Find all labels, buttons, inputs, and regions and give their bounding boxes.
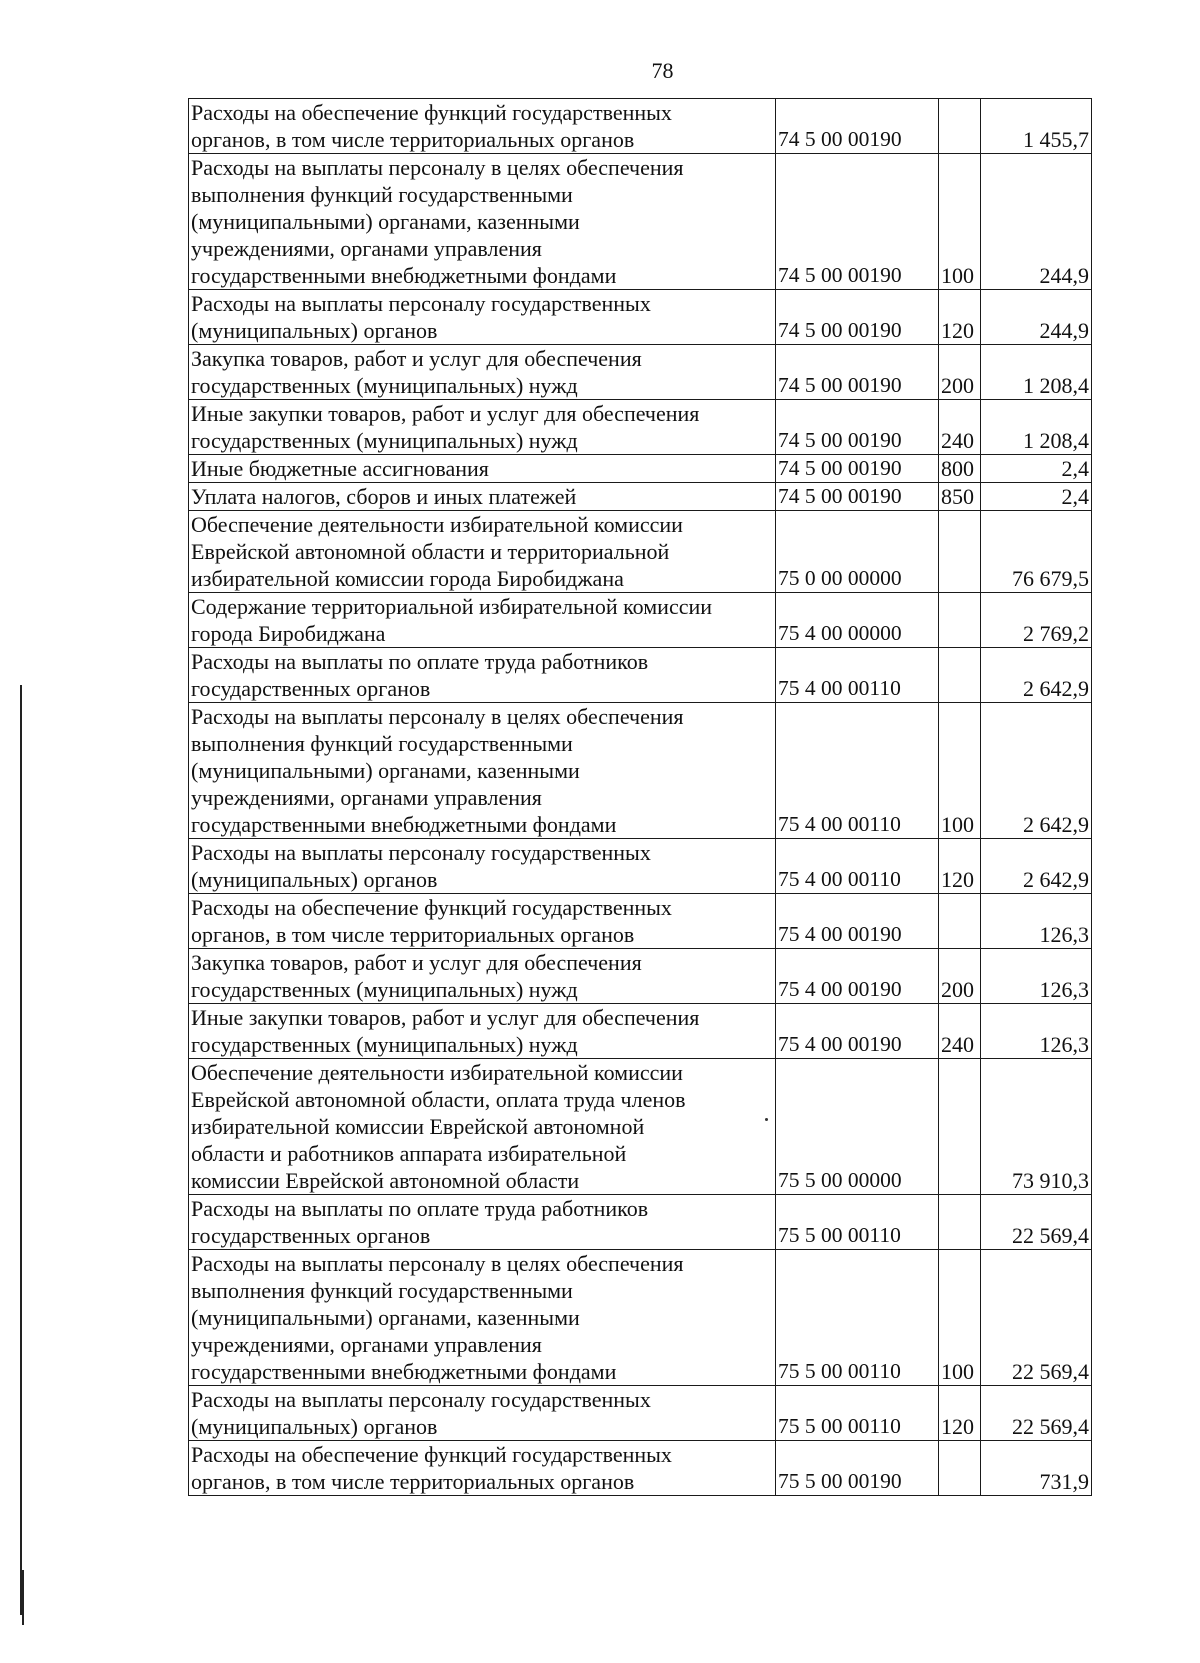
target-article-code-cell: 74 5 00 00190	[776, 290, 939, 345]
expense-type-code-cell	[939, 648, 981, 703]
table-row	[189, 154, 1092, 290]
amount-cell: 126,3	[981, 894, 1092, 949]
expense-name-cell: Иные бюджетные ассигнования	[189, 455, 776, 483]
amount-cell: 244,9	[981, 290, 1092, 345]
target-article-code-cell: 75 4 00 00110	[776, 839, 939, 894]
table-row	[189, 1059, 1092, 1195]
table-row	[189, 949, 1092, 1004]
target-article-code-cell: 75 4 00 00110	[776, 703, 939, 839]
expense-name-cell: Расходы на обеспечение функций государственных органов, в том числе территориальных органов	[189, 1441, 776, 1496]
amount-cell: 2 769,2	[981, 593, 1092, 648]
amount-cell: 1 208,4	[981, 345, 1092, 400]
amount-cell: 126,3	[981, 1004, 1092, 1059]
scan-edge-line	[22, 1570, 24, 1625]
amount-cell: 22 569,4	[981, 1195, 1092, 1250]
table-row	[189, 1195, 1092, 1250]
target-article-code-cell: 75 4 00 00110	[776, 648, 939, 703]
table-row	[189, 511, 1092, 593]
expense-type-code-cell: 100	[939, 1250, 981, 1386]
expense-name-cell: Расходы на выплаты по оплате труда работников государственных органов	[189, 1195, 776, 1250]
amount-cell: 731,9	[981, 1441, 1092, 1496]
table-row	[189, 839, 1092, 894]
budget-table-body	[189, 99, 1092, 1496]
expense-type-code-cell: 120	[939, 1386, 981, 1441]
expense-type-code-cell: 100	[939, 703, 981, 839]
page-number: 78	[651, 58, 674, 83]
target-article-code-cell: 75 5 00 00110	[776, 1195, 939, 1250]
target-article-code-cell: 74 5 00 00190	[776, 345, 939, 400]
expense-type-code-cell	[939, 894, 981, 949]
target-article-code-cell: 74 5 00 00190	[776, 154, 939, 290]
table-row	[189, 648, 1092, 703]
expense-type-code-cell	[939, 511, 981, 593]
expense-name-cell: Иные закупки товаров, работ и услуг для обеспечения государственных (муниципальных) нужд	[189, 1004, 776, 1059]
target-article-code-cell: 75 5 00 00190	[776, 1441, 939, 1496]
table-row	[189, 1386, 1092, 1441]
expense-name-cell: Обеспечение деятельности избирательной комиссии Еврейской автономной области, оплата труда членов избирательной комиссии Еврейской автономной области и работников аппарата избирательной комиссии Еврейской автономной области	[189, 1059, 776, 1195]
target-article-code-cell: 75 4 00 00000	[776, 593, 939, 648]
amount-cell: 1 455,7	[981, 99, 1092, 154]
amount-cell: 2 642,9	[981, 648, 1092, 703]
expense-type-code-cell	[939, 1195, 981, 1250]
target-article-code-cell: 75 4 00 00190	[776, 949, 939, 1004]
amount-cell: 22 569,4	[981, 1386, 1092, 1441]
expense-name-cell: Расходы на выплаты персоналу государственных (муниципальных) органов	[189, 290, 776, 345]
budget-table	[188, 98, 1092, 1496]
expense-type-code-cell: 240	[939, 1004, 981, 1059]
expense-name-cell: Обеспечение деятельности избирательной комиссии Еврейской автономной области и территориальной избирательной комиссии города Биробиджана	[189, 511, 776, 593]
table-row	[189, 1441, 1092, 1496]
amount-cell: 2,4	[981, 483, 1092, 511]
expense-type-code-cell	[939, 99, 981, 154]
target-article-code-cell: 75 5 00 00110	[776, 1386, 939, 1441]
expense-name-cell: Расходы на выплаты персоналу государственных (муниципальных) органов	[189, 839, 776, 894]
table-row	[189, 1004, 1092, 1059]
amount-cell: 73 910,3	[981, 1059, 1092, 1195]
table-row	[189, 455, 1092, 483]
table-row	[189, 345, 1092, 400]
target-article-code-cell: 75 4 00 00190	[776, 1004, 939, 1059]
expense-name-cell: Содержание территориальной избирательной комиссии города Биробиджана	[189, 593, 776, 648]
target-article-code-cell: 75 5 00 00110	[776, 1250, 939, 1386]
expense-name-cell: Расходы на выплаты персоналу в целях обеспечения выполнения функций государственными (муниципальными) органами, казенными учреждениями, органами управления государственными внебюджетными фондами	[189, 703, 776, 839]
expense-type-code-cell: 850	[939, 483, 981, 511]
target-article-code-cell: 75 0 00 00000	[776, 511, 939, 593]
target-article-code-cell: 74 5 00 00190	[776, 99, 939, 154]
amount-cell: 76 679,5	[981, 511, 1092, 593]
expense-type-code-cell: 100	[939, 154, 981, 290]
expense-type-code-cell: 120	[939, 839, 981, 894]
table-row	[189, 400, 1092, 455]
amount-cell: 2 642,9	[981, 703, 1092, 839]
expense-type-code-cell	[939, 1059, 981, 1195]
expense-name-cell: Расходы на выплаты персоналу государственных (муниципальных) органов	[189, 1386, 776, 1441]
expense-name-cell: Расходы на выплаты персоналу в целях обеспечения выполнения функций государственными (муниципальными) органами, казенными учреждениями, органами управления государственными внебюджетными фондами	[189, 154, 776, 290]
expense-type-code-cell	[939, 1441, 981, 1496]
scan-edge-line	[20, 685, 22, 1615]
expense-type-code-cell: 800	[939, 455, 981, 483]
table-row	[189, 290, 1092, 345]
amount-cell: 1 208,4	[981, 400, 1092, 455]
expense-name-cell: Закупка товаров, работ и услуг для обеспечения государственных (муниципальных) нужд	[189, 949, 776, 1004]
table-row	[189, 483, 1092, 511]
table-row	[189, 894, 1092, 949]
amount-cell: 126,3	[981, 949, 1092, 1004]
target-article-code-cell: 75 4 00 00190	[776, 894, 939, 949]
expense-type-code-cell: 200	[939, 345, 981, 400]
expense-name-cell: Иные закупки товаров, работ и услуг для обеспечения государственных (муниципальных) нужд	[189, 400, 776, 455]
table-row	[189, 593, 1092, 648]
table-row	[189, 1250, 1092, 1386]
expense-name-cell: Расходы на выплаты персоналу в целях обеспечения выполнения функций государственными (муниципальными) органами, казенными учреждениями, органами управления государственными внебюджетными фондами	[189, 1250, 776, 1386]
expense-name-cell: Расходы на обеспечение функций государственных органов, в том числе территориальных органов	[189, 894, 776, 949]
expense-name-cell: Уплата налогов, сборов и иных платежей	[189, 483, 776, 511]
target-article-code-cell: 74 5 00 00190	[776, 455, 939, 483]
table-row	[189, 703, 1092, 839]
expense-name-cell: Расходы на выплаты по оплате труда работников государственных органов	[189, 648, 776, 703]
expense-type-code-cell: 240	[939, 400, 981, 455]
expense-type-code-cell: 200	[939, 949, 981, 1004]
expense-type-code-cell	[939, 593, 981, 648]
amount-cell: 2 642,9	[981, 839, 1092, 894]
expense-name-cell: Закупка товаров, работ и услуг для обеспечения государственных (муниципальных) нужд	[189, 345, 776, 400]
target-article-code-cell: 74 5 00 00190	[776, 483, 939, 511]
amount-cell: 22 569,4	[981, 1250, 1092, 1386]
table-row	[189, 99, 1092, 154]
expense-name-cell: Расходы на обеспечение функций государственных органов, в том числе территориальных органов	[189, 99, 776, 154]
target-article-code-cell: 74 5 00 00190	[776, 400, 939, 455]
target-article-code-cell: 75 5 00 00000	[776, 1059, 939, 1195]
expense-type-code-cell: 120	[939, 290, 981, 345]
amount-cell: 2,4	[981, 455, 1092, 483]
amount-cell: 244,9	[981, 154, 1092, 290]
